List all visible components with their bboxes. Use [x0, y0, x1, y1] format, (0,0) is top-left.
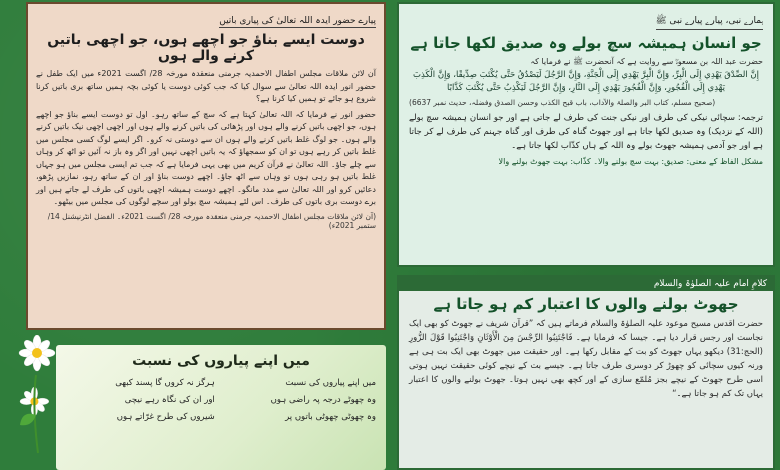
section-strip: کلامِ امام علیہ الصلوٰۃ والسلام	[399, 277, 773, 291]
section-tag: پیارے حضور ایدہ اللہ تعالیٰ کی پیاری باتیں	[219, 16, 376, 26]
article-body: حضور انور نے فرمایا کہ اللہ تعالیٰ کہتا ہے کہ سچ کے ساتھ رہو۔ اول تو دوست ایسے بناؤ جو اچھے ہوں، جو اچھی باتیں کرنے والے ہوں اور پڑھائی کی باتیں کرنے والے ہوں اور اچھی اچھی نیک باتیں کرنے والے ہوں۔ جو لوگ غلط باتیں کرنے والے ہوں ان سے دوستی نہ کرو۔ اگر ایسے لوگ کسی مجلس میں غلط باتیں کر رہے ہوں تو ان کو سمجھاؤ کہ یہ باتیں اچھی نہیں اور اگر وہ باز نہ آئیں تو اٹھ کر وہاں سے چلے جاؤ۔ اللہ تعالیٰ نے قرآن کریم میں بھی یہی فرمایا ہے کہ جب تم ایسی مجلس میں ہو جہاں غلط باتیں ہو رہی ہوں تو وہاں سے اٹھ جاؤ۔ اچھے دوست بناؤ اور ان کے ساتھ رہو، نمازیں پڑھو، دعائیں کرو اور اللہ تعالیٰ سے مدد مانگو۔ اچھے دوست ہمیشہ اچھی باتوں کی طرف لے جاتے ہیں اور برے دوست بری باتوں کی طرف۔ اس لئے ہمیشہ سچ بولو اور سچے لوگوں کی مجلس میں بیٹھو۔	[36, 109, 376, 206]
hadith-narration: حضرت عبد اللہ بن مسعودؓ سے روایت ہے کہ آنحضرت ﷺ نے فرمایا کہ	[530, 57, 763, 66]
poem-line: شیروں کی طرح غرّاتے ہوں	[116, 412, 215, 422]
article-heading: جو انسان ہمیشہ سچ بولے وہ صدیق لکھا جاتا ہے	[410, 34, 762, 52]
poem-verses	[66, 375, 376, 426]
poem-line: اور ان کی نگاہ رہے نیچی	[124, 395, 215, 405]
hadith-translation: ترجمہ: سچائی نیکی کی طرف اور نیکی جنت کی طرف لے جاتی ہے اور جو انسان ہمیشہ سچ بولے (اللہ کے نزدیک) وہ صدیق لکھا جاتا ہے اور جھوٹ گناہ کی طرف اور گناہ جہنم کی طرف لے کر جاتا ہے اور جو آدمی ہمیشہ جھوٹ بولے وہ اللہ کے ہاں کذّاب لکھا جاتا ہے۔	[409, 112, 763, 151]
article-body: حضرت اقدس مسیح موعود علیہ الصلوٰۃ والسلام فرماتے ہیں کہ ”قرآن شریف نے جھوٹ کو بھی ایک نجاست اور رجس قرار دیا ہے۔ جیسا کہ فرمایا ہے۔ فَاجْتَنِبُوا الرِّجْسَ مِنَ الْأَوْثَانِ وَاجْتَنِبُوا قَوْلَ الزُّورِ (الحج:31) دیکھو یہاں جھوٹ کو بت کے مقابل رکھا ہے۔ اور حقیقت میں جھوٹ بھی ایک بت ہی ہے ورنہ کیوں سچائی کو چھوڑ کر دوسری طرف جاتا ہے۔ جیسے بت کے نیچے کوئی حقیقت نہیں ہوتی اسی طرح جھوٹ کے نیچے بجز مُلمّع سازی کے اور کچھ بھی نہیں ہوتا۔ جھوٹ بولنے والوں کا اعتبار یہاں تک کم ہو جاتا ہے۔“	[409, 319, 763, 399]
section-tag: ہمارے نبی، پیارے پیارے نبی ﷺ	[656, 14, 763, 30]
poem-box	[56, 345, 386, 470]
article-hadith	[397, 2, 775, 267]
hadith-arabic: إِنَّ الصِّدْقَ يَهْدِي إِلَى الْبِرِّ، وَإِنَّ الْبِرَّ يَهْدِي إِلَى الْجَنَّةِ، وَإِنَّ الرَّجُلَ لَيَصْدُقُ حَتَّى يُكْتَبَ صِدِّيقًا، وَإِنَّ الْكَذِبَ يَهْدِي إِلَى الْفُجُورِ، وَإِنَّ الْفُجُورَ يَهْدِي إِلَى النَّارِ، وَإِنَّ الرَّجُلَ لَيَكْذِبُ حَتَّى يُكْتَبَ كَذَّابًا	[413, 69, 759, 93]
difficult-words: مشکل الفاظ کے معنی: صدیق: بہت سچ بولنے والا۔ کذّاب: بہت جھوٹ بولنے والا	[498, 156, 763, 166]
poem-left-column	[66, 375, 215, 426]
poem-line: وہ چھوٹے درجہ پہ راضی ہوں	[270, 395, 376, 405]
article-imam-words	[397, 275, 775, 470]
article-heading: دوست ایسے بناؤ جو اچھے ہوں، جو اچھی باتیں کرنے والے ہوں	[47, 32, 365, 64]
article-intro: آن لائن ملاقات مجلس اطفال الاحمدیہ جرمنی منعقدہ مورخہ 28/ اگست 2021ء میں ایک طفل نے حضور انور ایدہ اللہ تعالیٰ سے سوال کیا کہ جب کوئی دوست یا کوئی بچہ ہمیں ساتھ بری باتیں کرنا شروع ہو جائے تو ہمیں کیا کرنا ہے؟	[36, 69, 377, 103]
poem-right-column	[227, 375, 376, 426]
poem-title: میں اپنے پیاروں کی نسبت	[132, 353, 310, 369]
article-source: (آن لائن ملاقات مجلس اطفال الاحمدیہ جرمنی منعقدہ مورخہ 28/ اگست 2021ء۔ الفضل انٹرنیشنل 14/ ستمبر 2021ء)	[47, 211, 376, 230]
flower-decoration-icon	[14, 335, 60, 455]
article-huzoor-sayings	[26, 2, 386, 330]
poem-line: ہرگز نہ کروں گا پسند کبھی	[115, 378, 215, 388]
hadith-reference: (صحیح مسلم، کتاب البر والصلۃ والآداب، باب قبح الکذب وحسن الصدق وفضلہ، حدیث نمبر 6637)	[409, 97, 716, 107]
poem-line: میں اپنے پیاروں کی نسبت	[285, 378, 376, 388]
daisy-flower-icon	[19, 335, 55, 371]
article-heading: جھوٹ بولنے والوں کا اعتبار کم ہو جاتا ہے	[433, 295, 739, 313]
poem-line: وہ چھوٹی چھوٹی باتوں پر	[285, 412, 376, 422]
